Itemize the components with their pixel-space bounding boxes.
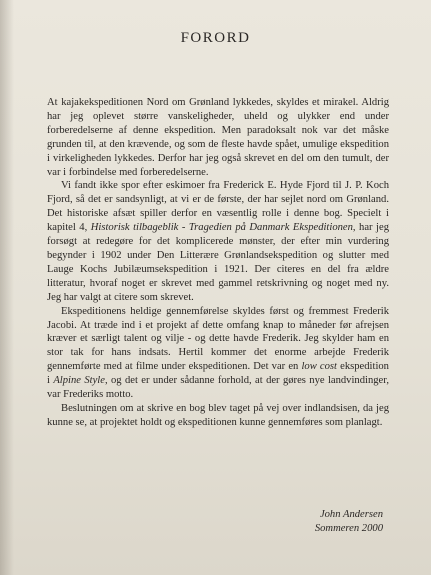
preface-text bbox=[47, 96, 389, 430]
page-gutter-shadow bbox=[0, 0, 14, 575]
paragraph-1 bbox=[47, 96, 389, 179]
chapter-title-italic: Historisk tilbageblik - Tragedien på Danmark Ekspeditionen bbox=[90, 222, 353, 234]
author-name: John Andersen bbox=[319, 509, 383, 520]
alpine-style-italic: Alpine Style bbox=[53, 375, 105, 387]
paragraph-4-text: Beslutningen om at skrive en bog blev taget på vej over indlandsisen, da jeg kunne se, at projektet holdt og ekspeditionen kunne gennemføres som planlagt. bbox=[47, 402, 389, 428]
signature bbox=[315, 508, 383, 536]
paragraph-3 bbox=[47, 305, 389, 402]
paragraph-2-text-a: Vi fandt ikke spor efter eskimoer fra Frederick E. Hyde Fjord til J. P. Koch Fjord, så det er sandsynligt, at vi er de første, der har sejlet nord om Grønland. Det historiske afsæt spiller derfor en væsentlig rolle i denne bog. Specielt i kapitel 4, bbox=[47, 180, 389, 234]
signature-date: Sommeren 2000 bbox=[314, 523, 383, 534]
paragraph-3-text-a: Ekspeditionens heldige gennemførelse skyldes først og fremmest Frederik Jacobi. At træde ind i et projekt af dette omfang knap to måneder før afrejsen kræver et særligt talent og vilje - og dette havde Frederik. Jeg skylder ham en stor tak for hans indsats. Hertil kommer det enorme arbejde Frederik gennemførte med at filme under ekspeditionen. Det var en bbox=[47, 305, 389, 373]
paragraph-1-text: At kajakekspeditionen Nord om Grønland lykkedes, skyldes et mirakel. Aldrig har jeg oplevet større vanskeligheder, uheld og ulykker end under forberedelserne af denne ekspedition. Men paradoksalt nok var det måske grunden til, at den krævende, og som de fleste havde spået, umulige ekspedition i virkeligheden lykkedes. Derfor har jeg også skrevet en del om den tumult, der var i forbindelse med forberedelserne. bbox=[47, 97, 389, 178]
paragraph-3-text-c: , og det er under sådanne forhold, at der gøres nye landvindinger, var Frederiks motto. bbox=[47, 375, 390, 401]
paragraph-3-text-b: ekspedition i bbox=[47, 361, 389, 387]
page-heading: FORORD bbox=[180, 30, 251, 46]
paragraph-4 bbox=[47, 402, 389, 430]
paragraph-2 bbox=[47, 179, 389, 304]
low-cost-italic: low cost bbox=[301, 361, 337, 373]
paragraph-2-text-b: , har jeg forsøgt at redegøre for det komplicerede mønster, der efter min vurdering begynder i 1902 under Den Litterære Grønlandsekspedition og slutter med Lauge Kochs Jubilæumsekspedition i 1921. Der citeres en del fra ældre litteratur, hvoraf noget er skrevet med gammel retskrivning og noget med ny. Jeg har valgt at citere som skrevet. bbox=[47, 222, 390, 303]
